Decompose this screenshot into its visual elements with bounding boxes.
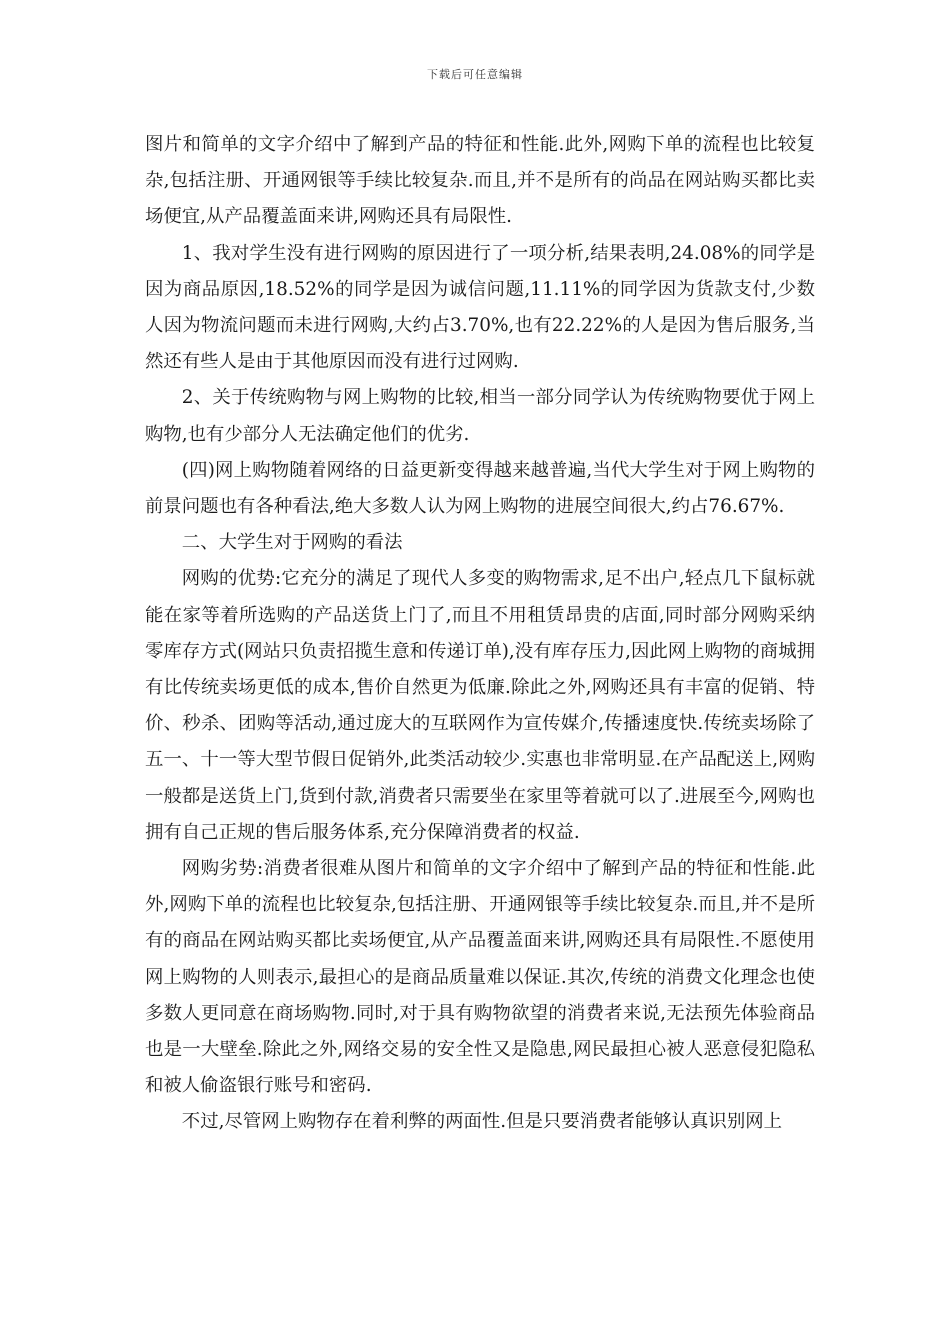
paragraph-1: 图片和简单的文字介绍中了解到产品的特征和性能.此外,网购下单的流程也比较复杂,包括注册、开通网银等手续比较复杂.而且,并不是所有的尚品在网站购买都比卖场便宜,从产品覆盖面来讲,网购还具有局限性. xyxy=(145,134,815,228)
paragraph-disadvantages: 网购劣势:消费者很难从图片和简单的文字介绍中了解到产品的特征和性能.此外,网购下单的流程也比较复杂,包括注册、开通网银等手续比较复杂.而且,并不是所有的商品在网站购买都比卖场便宜,从产品覆盖面来讲,网购还具有局限性.不愿使用网上购物的人则表示,最担心的是商品质量难以保证.其次,传统的消费文化理念也使多数人更同意在商场购物.同时,对于具有购物欲望的消费者来说,无法预先体验商品也是一大壁垒.除此之外,网络交易的安全性又是隐患,网民最担心被人恶意侵犯隐私和被人偷盗银行账号和密码. xyxy=(145,858,815,1097)
paragraph-3: 2、关于传统购物与网上购物的比较,相当一部分同学认为传统购物要优于网上购物,也有少部分人无法确定他们的优劣. xyxy=(145,387,815,445)
paragraph-2: 1、我对学生没有进行网购的原因进行了一项分析,结果表明,24.08%的同学是因为商品原因,18.52%的同学是因为诚信问题,11.11%的同学因为货款支付,少数人因为物流问题而未进行网购,大约占3.70%,也有22.22%的人是因为售后服务,当然还有些人是由于其他原因而没有进行过网购. xyxy=(145,242,815,373)
paragraph-4: (四)网上购物随着网络的日益更新变得越来越普遍,当代大学生对于网上购物的前景问题也有各种看法,绝大多数人认为网上购物的进展空间很大,约占76.67%. xyxy=(145,459,815,518)
section-heading: 二、大学生对于网购的看法 xyxy=(181,532,403,554)
paragraph-final: 不过,尽管网上购物存在着利弊的两面性.但是只要消费者能够认真识别网上 xyxy=(181,1111,782,1133)
paragraph-advantages: 网购的优势:它充分的满足了现代人多变的购物需求,足不出户,轻点几下鼠标就能在家等着所选购的产品送货上门了,而且不用租赁昂贵的店面,同时部分网购采纳零库存方式(网站只负责招揽生意和传递订单),没有库存压力,因此网上购物的商城拥有比传统卖场更低的成本,售价自然更为低廉.除此之外,网购还具有丰富的促销、特价、秒杀、团购等活动,通过庞大的互联网作为宣传媒介,传播速度快.传统卖场除了五一、十一等大型节假日促销外,此类活动较少.实惠也非常明显.在产品配送上,网购一般都是送货上门,货到付款,消费者只需要坐在家里等着就可以了.进展至今,网购也拥有自己正规的售后服务体系,充分保障消费者的权益. xyxy=(145,568,815,843)
document-body xyxy=(145,127,815,1141)
page-header-note: 下载后可任意编辑 xyxy=(427,68,523,81)
